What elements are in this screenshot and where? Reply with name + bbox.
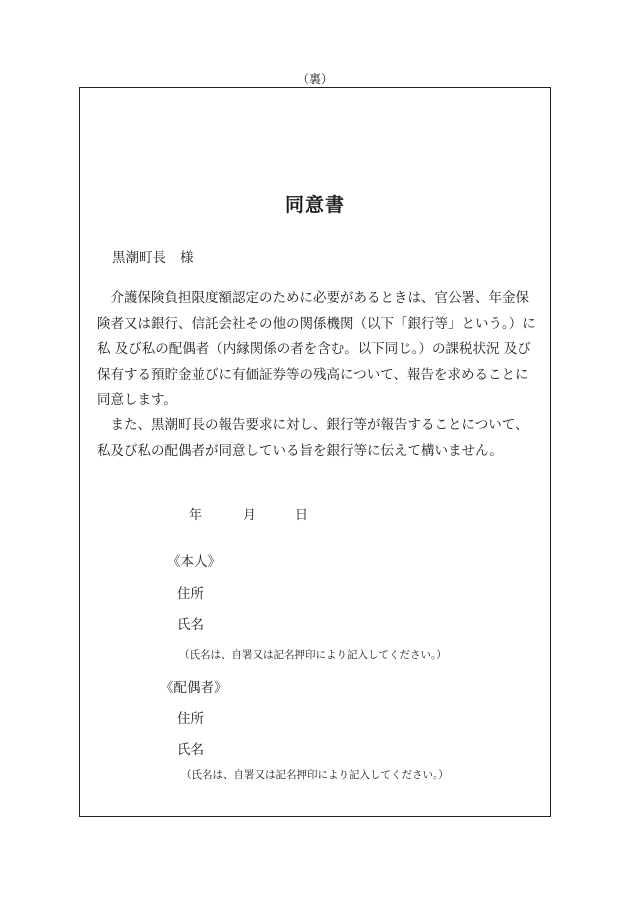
page-side-marker: （裏） [296, 72, 333, 86]
document-title: 同意書 [284, 194, 345, 216]
self-signature-note: （氏名は、自署又は記名押印により記入してください。） [179, 649, 447, 661]
date-month-label: 月 [243, 508, 257, 523]
paragraph-line: 介護保険負担限度額認定のために必要があるときは、官公署、年金保 [97, 290, 529, 306]
paragraph-line: 私 及び私の配偶者（内縁関係の者を含む。以下同じ。）の課税状況 及び [97, 341, 531, 357]
addressee-name: 黒潮町長 [112, 250, 166, 266]
paragraph-line: また、黒潮町長の報告要求に対し、銀行等が報告することについて、 [97, 417, 529, 433]
self-section-heading: 《本人》 [167, 554, 221, 570]
spouse-name-label: 氏名 [177, 742, 204, 758]
self-address-label: 住所 [177, 586, 204, 602]
spouse-section-heading: 《配偶者》 [160, 680, 228, 696]
date-year-label: 年 [189, 508, 203, 523]
addressee [112, 246, 194, 266]
paragraph-line: 同意します。 [97, 392, 177, 408]
consent-paragraph-1 [97, 286, 536, 414]
paragraph-line: 険者又は銀行、信託会社その他の関係機関（以下「銀行等」という。）に [97, 315, 536, 332]
spouse-signature-note: （氏名は、自署又は記名押印により記入してください。） [181, 769, 449, 781]
addressee-honorific: 様 [180, 250, 194, 266]
date-day-label: 日 [295, 508, 309, 523]
consent-paragraph-2 [97, 413, 527, 464]
paragraph-line: 保有する預貯金並びに有価証券等の残高について、報告を求めることに [97, 366, 529, 383]
spouse-address-label: 住所 [177, 711, 204, 727]
paragraph-line: 私及び私の配偶者が同意している旨を銀行等に伝えて構いません。 [97, 442, 503, 459]
self-name-label: 氏名 [177, 617, 204, 633]
